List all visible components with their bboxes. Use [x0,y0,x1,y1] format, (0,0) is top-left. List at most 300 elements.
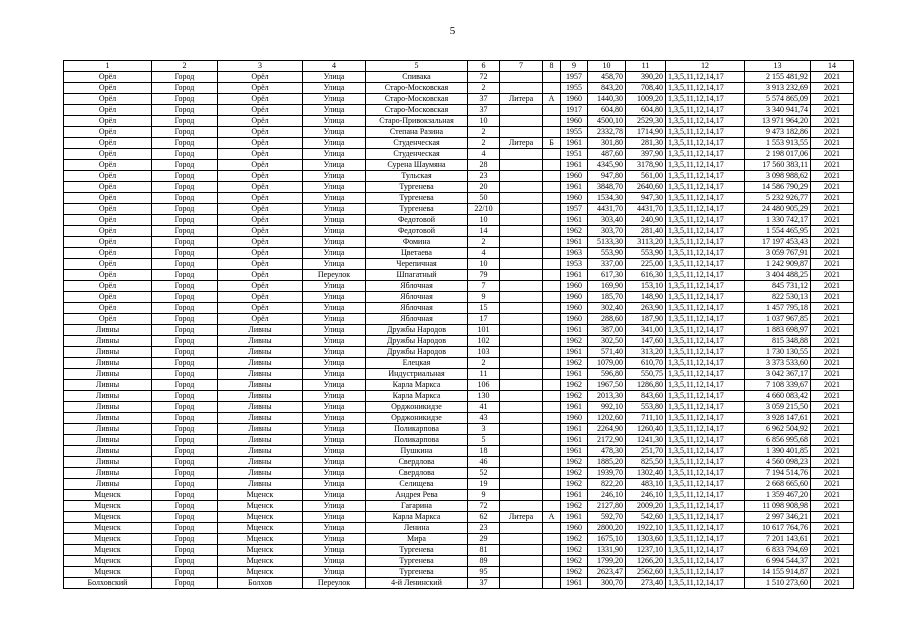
table-cell: 10 [468,259,500,270]
table-cell: 5 232 926,77 [745,193,811,204]
table-cell: 251,70 [626,446,666,457]
table-cell: 617,30 [588,270,626,281]
table-cell: Яблочная [366,281,468,292]
table-cell: 1,3,5,11,12,14,17 [666,501,745,512]
table-cell: 2021 [811,314,854,325]
table-cell [500,501,543,512]
table-cell: 2021 [811,501,854,512]
column-header: 5 [366,61,468,72]
table-cell: 7 194 514,76 [745,468,811,479]
table-cell: Орёл [218,226,303,237]
table-cell: 2 [468,138,500,149]
table-cell: Город [152,259,218,270]
table-cell: 1,3,5,11,12,14,17 [666,468,745,479]
table-cell: Сурена Шаумяна [366,160,468,171]
table-cell: 1962 [561,501,588,512]
table-cell: 3 913 232,69 [745,83,811,94]
table-cell: Орёл [64,160,152,171]
table-cell: 1960 [561,281,588,292]
table-cell: Мценск [64,534,152,545]
table-cell: Орёл [218,237,303,248]
column-header: 11 [626,61,666,72]
table-cell [543,380,561,391]
table-cell: Ливны [64,435,152,446]
table-cell: 553,90 [626,248,666,259]
table-cell: Улица [303,435,366,446]
table-cell [543,72,561,83]
table-cell: 37 [468,94,500,105]
table-cell: Тургенева [366,182,468,193]
table-cell: 2 [468,127,500,138]
table-cell: 72 [468,72,500,83]
table-cell: Город [152,270,218,281]
table-cell: Город [152,479,218,490]
table-cell: 273,40 [626,578,666,589]
table-cell [500,248,543,259]
table-row [64,127,854,138]
table-cell [543,347,561,358]
table-cell: Переулок [303,578,366,589]
table-cell: Шпагатный [366,270,468,281]
table-cell: 2021 [811,149,854,160]
table-cell: Орёл [218,292,303,303]
table-cell: 1 242 909,87 [745,259,811,270]
table-cell: Город [152,347,218,358]
table-cell: Город [152,446,218,457]
table-cell [500,72,543,83]
table-cell: 101 [468,325,500,336]
table-cell: 246,10 [626,490,666,501]
table-cell: Улица [303,325,366,336]
table-cell: 1 330 742,17 [745,215,811,226]
table-cell [543,215,561,226]
table-cell: 2021 [811,468,854,479]
table-cell: Орёл [64,127,152,138]
table-cell: Город [152,303,218,314]
table-cell [500,281,543,292]
table-cell: 148,90 [626,292,666,303]
table-cell: Яблочная [366,314,468,325]
table-cell: Карла Маркса [366,391,468,402]
table-cell: 1302,40 [626,468,666,479]
column-header: 6 [468,61,500,72]
table-cell: 2 997 346,21 [745,512,811,523]
table-cell: Тургенева [366,204,468,215]
table-cell: Улица [303,204,366,215]
table-cell: Орёл [64,281,152,292]
table-cell: Мценск [64,490,152,501]
table-cell: 2021 [811,303,854,314]
table-cell: 17 [468,314,500,325]
table-cell: 2021 [811,215,854,226]
table-cell: 37 [468,578,500,589]
table-cell: Ливны [64,358,152,369]
table-cell: 7 201 143,61 [745,534,811,545]
table-cell: Орёл [64,270,152,281]
table-cell: Ливны [64,468,152,479]
table-cell: Улица [303,534,366,545]
table-cell: Орёл [218,182,303,193]
table-row [64,347,854,358]
table-cell [543,501,561,512]
table-cell: 458,70 [588,72,626,83]
table-cell: 5 [468,435,500,446]
table-cell: 3 340 941,74 [745,105,811,116]
table-cell: 1 883 698,97 [745,325,811,336]
table-cell: Ливны [64,402,152,413]
table-cell: 1 554 465,95 [745,226,811,237]
table-cell: Орёл [64,149,152,160]
table-cell [500,347,543,358]
table-cell: 2021 [811,479,854,490]
table-cell [543,457,561,468]
table-cell: 1955 [561,127,588,138]
table-cell: Город [152,149,218,160]
table-cell: 822 530,13 [745,292,811,303]
table-cell: Ливны [64,369,152,380]
table-cell: 1,3,5,11,12,14,17 [666,149,745,160]
table-cell [543,193,561,204]
table-cell: 23 [468,523,500,534]
table-cell: Город [152,380,218,391]
table-cell: Дружбы Народов [366,325,468,336]
table-cell [500,270,543,281]
table-cell: 7 [468,281,500,292]
table-cell: Город [152,314,218,325]
table-cell: 1 390 401,85 [745,446,811,457]
table-cell: Город [152,215,218,226]
table-cell: 10 617 764,76 [745,523,811,534]
table-cell: 843,60 [626,391,666,402]
table-cell: Ливны [218,402,303,413]
column-header: 12 [666,61,745,72]
table-cell: Тульская [366,171,468,182]
table-cell: Гагарина [366,501,468,512]
table-cell: 1286,80 [626,380,666,391]
table-cell: Город [152,369,218,380]
table-cell: 46 [468,457,500,468]
table-cell: 1960 [561,314,588,325]
table-cell: Улица [303,237,366,248]
table-cell: 1,3,5,11,12,14,17 [666,182,745,193]
table-cell: Город [152,116,218,127]
table-cell: 50 [468,193,500,204]
table-cell: Ливны [64,325,152,336]
table-cell: 1,3,5,11,12,14,17 [666,424,745,435]
table-cell: 947,80 [588,171,626,182]
table-cell: Тургенева [366,193,468,204]
table-cell: Яблочная [366,292,468,303]
table-cell [500,402,543,413]
table-cell [543,182,561,193]
table-cell: 6 833 794,69 [745,545,811,556]
table-cell: 1,3,5,11,12,14,17 [666,413,745,424]
table-cell: 9 [468,490,500,501]
table-cell: 390,20 [626,72,666,83]
table-cell: Город [152,435,218,446]
table-cell: 2 [468,358,500,369]
table-cell: 147,60 [626,336,666,347]
table-cell: Улица [303,138,366,149]
table-cell: Мценск [64,567,152,578]
table-cell: Орёл [218,127,303,138]
table-cell [543,226,561,237]
table-cell: 2021 [811,281,854,292]
table-cell: 2 668 665,60 [745,479,811,490]
table-cell: Улица [303,347,366,358]
table-cell [500,292,543,303]
table-cell: 1,3,5,11,12,14,17 [666,116,745,127]
table-cell: 11 [468,369,500,380]
table-cell: Карла Маркса [366,512,468,523]
table-cell: Орёл [64,72,152,83]
table-cell: Орёл [64,138,152,149]
table-cell: Улица [303,512,366,523]
table-cell: Улица [303,292,366,303]
table-body [64,72,854,589]
table-cell: 1961 [561,490,588,501]
table-cell: 9 [468,292,500,303]
table-cell: 387,00 [588,325,626,336]
table-cell: 1009,20 [626,94,666,105]
table-cell: Орёл [218,193,303,204]
table-cell: Ливны [64,446,152,457]
table-cell: Литера [500,512,543,523]
table-cell: 1961 [561,512,588,523]
table-cell: Поликарпова [366,435,468,446]
table-cell: 302,40 [588,303,626,314]
table-cell: 843,20 [588,83,626,94]
table-cell: 225,00 [626,259,666,270]
table-cell: 303,40 [588,215,626,226]
table-cell: 2562,60 [626,567,666,578]
table-cell: Улица [303,171,366,182]
table-cell: 1,3,5,11,12,14,17 [666,204,745,215]
table-cell: Орджоникидзе [366,402,468,413]
table-cell: Улица [303,182,366,193]
table-cell: Город [152,457,218,468]
table-cell: 1,3,5,11,12,14,17 [666,138,745,149]
table-cell: 14 [468,226,500,237]
table-row [64,391,854,402]
table-cell: Улица [303,490,366,501]
table-cell: Ливны [218,347,303,358]
table-cell: Старо-Московская [366,83,468,94]
table-cell: 2021 [811,380,854,391]
table-cell: 2021 [811,490,854,501]
table-cell: 1,3,5,11,12,14,17 [666,215,745,226]
table-cell [500,325,543,336]
table-cell: 1241,30 [626,435,666,446]
table-cell: 610,70 [626,358,666,369]
table-cell: 947,30 [626,193,666,204]
table-cell: 2021 [811,578,854,589]
table-cell: Ливны [218,358,303,369]
table-cell: 300,70 [588,578,626,589]
table-cell: Город [152,83,218,94]
table-cell: 1534,30 [588,193,626,204]
table-cell: 822,20 [588,479,626,490]
table-cell: Старо-Московская [366,94,468,105]
table-cell: 1,3,5,11,12,14,17 [666,83,745,94]
table-cell: Улица [303,94,366,105]
table-row [64,578,854,589]
table-row [64,259,854,270]
table-cell: 1,3,5,11,12,14,17 [666,237,745,248]
table-cell: 169,90 [588,281,626,292]
table-cell [543,358,561,369]
table-cell: Улица [303,479,366,490]
table-cell: 1962 [561,391,588,402]
table-cell: 2264,90 [588,424,626,435]
table-cell [500,127,543,138]
table-cell: Город [152,105,218,116]
table-cell: 1957 [561,72,588,83]
table-cell: Улица [303,556,366,567]
table-cell [543,237,561,248]
table-cell: 29 [468,534,500,545]
table-row [64,237,854,248]
table-cell [500,160,543,171]
table-cell: 542,60 [626,512,666,523]
table-row [64,490,854,501]
table-cell: 1,3,5,11,12,14,17 [666,380,745,391]
table-cell: 1922,10 [626,523,666,534]
table-cell: Орёл [64,83,152,94]
table-cell: Улица [303,160,366,171]
table-cell: 153,10 [626,281,666,292]
table-cell: Селищева [366,479,468,490]
table-cell: Улица [303,523,366,534]
table-cell: Улица [303,501,366,512]
table-cell: Город [152,501,218,512]
table-cell [500,424,543,435]
table-cell [500,380,543,391]
table-cell: Орёл [218,248,303,259]
table-cell [500,83,543,94]
table-cell [500,523,543,534]
table-cell: 2021 [811,182,854,193]
table-row [64,424,854,435]
table-cell: А [543,512,561,523]
table-cell: 1961 [561,237,588,248]
table-cell [500,215,543,226]
table-cell: 1962 [561,567,588,578]
table-row [64,369,854,380]
table-cell: Орёл [218,116,303,127]
table-cell: Ливны [218,479,303,490]
table-cell: Пушкина [366,446,468,457]
table-cell: 2013,30 [588,391,626,402]
table-cell: 3 404 488,25 [745,270,811,281]
table-row [64,193,854,204]
table-cell: 4500,10 [588,116,626,127]
table-cell: Тургенева [366,545,468,556]
table-cell: Город [152,424,218,435]
table-cell: 1 730 130,55 [745,347,811,358]
table-cell: 1,3,5,11,12,14,17 [666,534,745,545]
table-cell: Мценск [218,512,303,523]
table-cell: 596,80 [588,369,626,380]
table-cell: 1 037 967,85 [745,314,811,325]
table-cell: 1,3,5,11,12,14,17 [666,270,745,281]
table-cell: 1967,50 [588,380,626,391]
table-cell: 2021 [811,193,854,204]
table-cell: 1 457 795,18 [745,303,811,314]
table-cell: 478,30 [588,446,626,457]
table-cell: Улица [303,105,366,116]
table-cell [543,292,561,303]
table-cell: 1962 [561,380,588,391]
table-cell: 2009,20 [626,501,666,512]
table-cell: 1,3,5,11,12,14,17 [666,402,745,413]
table-cell: Переулок [303,270,366,281]
table-cell: Улица [303,358,366,369]
table-cell: 341,00 [626,325,666,336]
table-cell: Орёл [218,72,303,83]
table-cell: Орёл [64,292,152,303]
table-cell: 1961 [561,369,588,380]
table-cell: 4 560 098,23 [745,457,811,468]
header-row [64,61,854,72]
table-row [64,567,854,578]
table-cell: Ливны [64,336,152,347]
table-cell: 1,3,5,11,12,14,17 [666,193,745,204]
table-cell: 281,40 [626,226,666,237]
table-cell: 9 473 182,86 [745,127,811,138]
table-cell: 103 [468,347,500,358]
table-cell: 3178,90 [626,160,666,171]
table-cell: Тургенева [366,556,468,567]
table-cell: 3848,70 [588,182,626,193]
table-row [64,325,854,336]
table-cell: 2021 [811,336,854,347]
table-cell: Город [152,182,218,193]
table-cell: 102 [468,336,500,347]
table-cell: 2021 [811,556,854,567]
table-cell [500,314,543,325]
table-cell [500,490,543,501]
table-cell: Ливны [64,380,152,391]
table-cell [543,105,561,116]
table-cell: Мценск [64,512,152,523]
table-cell: 1963 [561,248,588,259]
table-row [64,435,854,446]
table-cell: Мценск [218,556,303,567]
table-cell: Ливны [218,325,303,336]
table-cell: 19 [468,479,500,490]
table-cell: Орёл [218,83,303,94]
table-cell: Орджоникидзе [366,413,468,424]
table-cell [543,446,561,457]
table-cell: Литера [500,138,543,149]
table-cell: Улица [303,303,366,314]
table-cell: 2021 [811,292,854,303]
table-cell: 1961 [561,347,588,358]
table-cell: 52 [468,468,500,479]
table-cell: 1960 [561,523,588,534]
table-cell [543,303,561,314]
table-cell: 1,3,5,11,12,14,17 [666,72,745,83]
table-cell: 2021 [811,105,854,116]
table-cell: Ливны [218,446,303,457]
table-cell: Орёл [64,248,152,259]
table-cell [500,182,543,193]
table-cell: Свердлова [366,457,468,468]
table-cell [543,567,561,578]
table-row [64,72,854,83]
table-cell [500,358,543,369]
